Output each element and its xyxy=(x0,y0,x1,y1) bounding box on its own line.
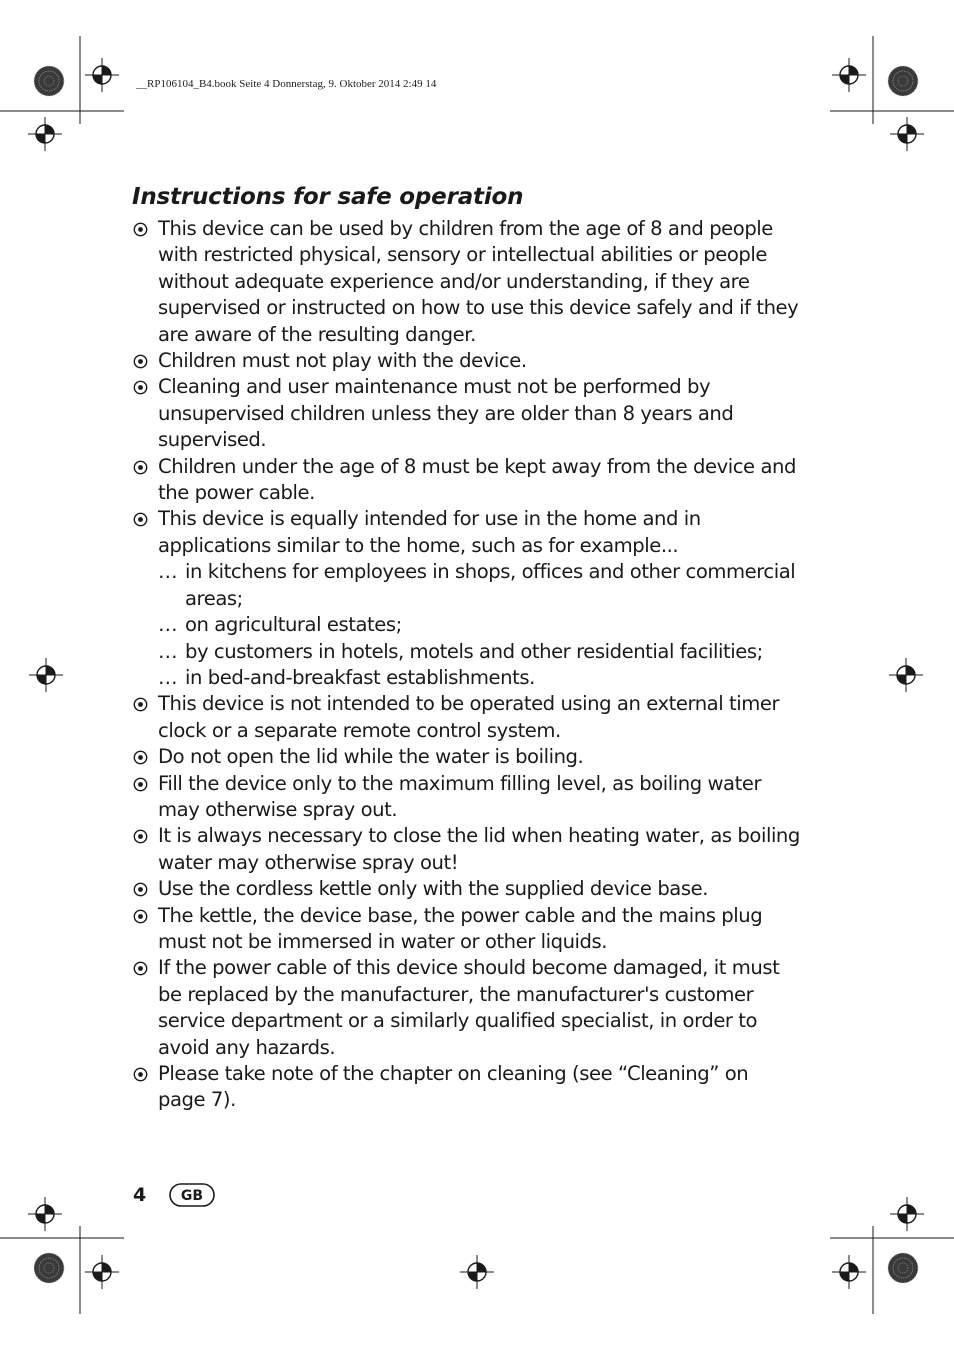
list-item xyxy=(132,691,800,744)
circle-bullet-icon xyxy=(133,777,148,792)
ellipsis-prefix: … xyxy=(158,665,178,689)
ellipsis-prefix: … xyxy=(158,639,178,663)
circle-bullet-icon xyxy=(133,829,148,844)
color-target-mark-top-left xyxy=(34,66,64,96)
sub-list-item xyxy=(132,665,800,691)
circle-bullet-icon xyxy=(133,697,148,712)
language-badge xyxy=(169,1183,215,1207)
list-item xyxy=(132,454,800,507)
item-text: Fill the device only to the maximum filling level, as boiling water may otherwise spray out. xyxy=(158,771,762,821)
print-header: __RP106104_B4.book Seite 4 Donnerstag, 9. Oktober 2014 2:49 14 xyxy=(136,78,437,90)
list-item xyxy=(132,744,800,770)
sub-item-text: in bed-and-breakfast establishments. xyxy=(185,665,535,689)
color-target-mark-bottom-right xyxy=(888,1253,918,1283)
circle-bullet-icon xyxy=(133,882,148,897)
color-target-mark-bottom-left xyxy=(34,1253,64,1283)
registration-mark xyxy=(832,1255,866,1289)
circle-bullet-icon xyxy=(133,1067,148,1082)
list-item xyxy=(132,955,800,1061)
section-title: Instructions for safe operation xyxy=(132,184,524,210)
circle-bullet-icon xyxy=(133,354,148,369)
ellipsis-prefix: … xyxy=(158,560,178,584)
list-item xyxy=(132,903,800,956)
registration-mark xyxy=(28,1197,62,1231)
item-text: Please take note of the chapter on cleaning (see “Cleaning” on page 7). xyxy=(158,1062,749,1112)
registration-mark xyxy=(889,658,923,692)
item-text: Cleaning and user maintenance must not be performed by unsupervised children unless they are older than 8 years and supervised. xyxy=(158,375,734,452)
list-item xyxy=(132,1061,800,1114)
list-item xyxy=(132,876,800,902)
circle-bullet-icon xyxy=(133,380,148,395)
circle-bullet-icon xyxy=(133,961,148,976)
color-target-mark-top-right xyxy=(888,66,918,96)
circle-bullet-icon xyxy=(133,909,148,924)
page-number: 4 xyxy=(133,1184,147,1206)
list-item xyxy=(132,771,800,824)
list-item xyxy=(132,506,800,559)
sub-list-item xyxy=(132,639,800,665)
registration-mark xyxy=(460,1255,494,1289)
registration-mark xyxy=(29,658,63,692)
sub-list-item xyxy=(132,559,800,612)
sub-item-text: by customers in hotels, motels and other residential facilities; xyxy=(185,639,763,663)
registration-mark xyxy=(890,117,924,151)
sub-item-text: in kitchens for employees in shops, offices and other commercial areas; xyxy=(185,560,796,610)
item-text: This device can be used by children from the age of 8 and people with restricted physical, sensory or intellectual abilities or people without adequate experience and/or understanding, if they are supervised or instructed on how to use this device safely and if they are aware of the resulting danger. xyxy=(158,217,799,346)
ellipsis-prefix: … xyxy=(158,613,178,637)
list-item xyxy=(132,216,800,348)
circle-bullet-icon xyxy=(133,222,148,237)
item-text: Children under the age of 8 must be kept away from the device and the power cable. xyxy=(158,454,796,505)
item-text: Children must not play with the device. xyxy=(158,349,527,373)
list-item xyxy=(132,374,800,453)
registration-mark xyxy=(85,58,119,92)
registration-mark xyxy=(85,1255,119,1289)
list-item xyxy=(132,823,800,876)
item-text: Use the cordless kettle only with the supplied device base. xyxy=(158,877,709,901)
item-text: This device is not intended to be operated using an external timer clock or a separate remote control system. xyxy=(158,692,780,742)
registration-mark xyxy=(832,58,866,92)
circle-bullet-icon xyxy=(133,460,148,475)
item-text: The kettle, the device base, the power cable and the mains plug must not be immersed in water or other liquids. xyxy=(158,903,763,953)
item-text: It is always necessary to close the lid when heating water, as boiling water may otherwise spray out! xyxy=(158,824,800,874)
list-item xyxy=(132,348,800,374)
item-text: This device is equally intended for use in the home and in applications similar to the home, such as for example... xyxy=(158,507,701,557)
sub-list-item xyxy=(132,612,800,638)
item-text: If the power cable of this device should become damaged, it must be replaced by the manufacturer, the manufacturer's customer service department or a similarly qualified specialist, in order to avoid any hazards. xyxy=(158,956,780,1059)
registration-mark xyxy=(890,1197,924,1231)
circle-bullet-icon xyxy=(133,750,148,765)
sub-item-text: on agricultural estates; xyxy=(185,613,402,637)
instructions-list xyxy=(132,216,800,1114)
item-text: Do not open the lid while the water is boiling. xyxy=(158,745,584,769)
circle-bullet-icon xyxy=(133,512,148,527)
language-badge-label: GB xyxy=(180,1188,204,1204)
registration-mark xyxy=(28,117,62,151)
